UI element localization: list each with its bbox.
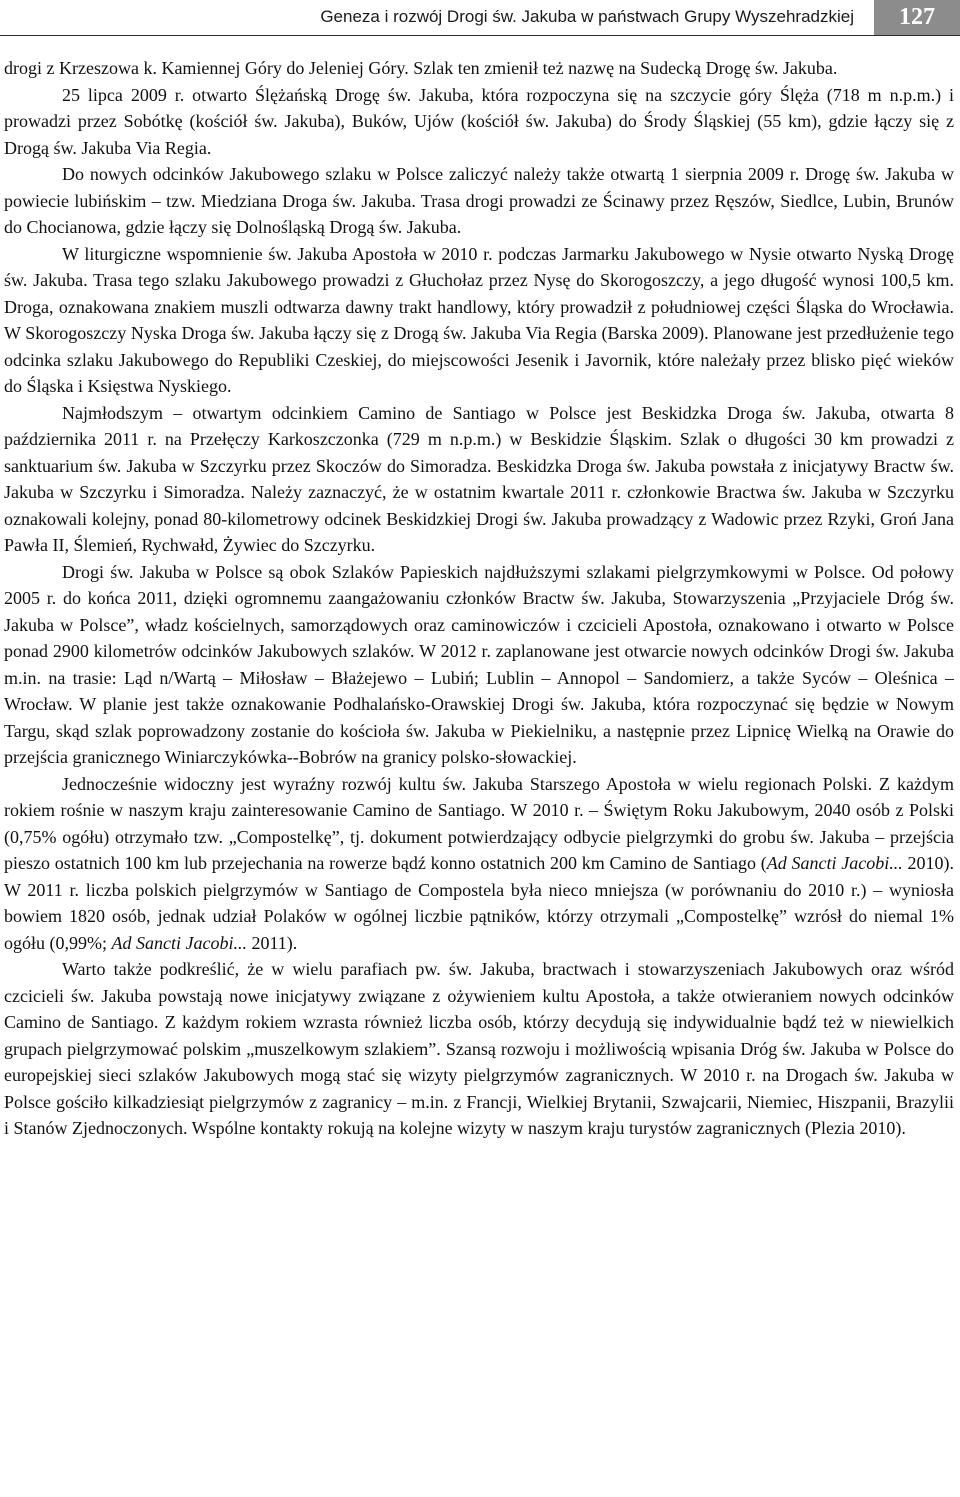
paragraph-text: Jednocześnie widoczny jest wyraźny rozwój kultu św. Jakuba Starszego Apostoła w wielu regionach Polski. Z każdym rokiem rośnie w naszym kraju zainteresowanie Camino de Santiago. W 2010 r. – Świętym Roku Jakubowym, 2040 osób z Polski (0,75% ogółu) otrzymało tzw. „Compostelkę”, tj. dokument potwierdzający odbycie pielgrzymki do grobu św. Jakuba – przejścia pieszo ostatnich 100 km lub przejechania na rowerze bądź konno ostatnich 200 km Camino de Santiago ( — [4, 773, 954, 873]
running-title: Geneza i rozwój Drogi św. Jakuba w państwach Grupy Wyszehradzkiej — [320, 7, 854, 26]
paragraph-text: W liturgiczne wspomnienie św. Jakuba Apostoła w 2010 r. podczas Jarmarku Jakubowego w Nysie otwarto Nyską Drogę św. Jakuba. Trasa tego szlaku Jakubowego prowadzi z Głuchołaz przez Nysę do Skorogoszczy, a jego długość wynosi 100,5 km. Droga, oznakowana znakiem muszli odtwarza dawny trakt handlowy, który prowadził z południowej części Śląska do Wrocławia. W Skorogoszczy Nyska Droga św. Jakuba łączy się z Drogą św. Jakuba Via Regia (Barska 2009). Planowane jest przedłużenie tego odcinka szlaku Jakubowego do Republiki Czeskiej, do miejscowości Jesenik i Javornik, które należały przez blisko pięć wieków do Śląska i Księstwa Nyskiego. — [4, 243, 954, 396]
paragraph-text: 25 lipca 2009 r. otwarto Ślężańską Drogę św. Jakuba, która rozpoczyna się na szczycie góry Ślęża (718 m n.p.m.) i prowadzi przez Sobótkę (kościół św. Jakuba), Buków, Ujów (kościół św. Jakuba) do Środy Śląskiej (55 km), gdzie łączy się z Drogą św. Jakuba Via Regia. — [4, 84, 954, 158]
paragraph — [4, 956, 954, 1142]
paragraph-text: Do nowych odcinków Jakubowego szlaku w Polsce zaliczyć należy także otwartą 1 sierpnia 2009 r. Drogę św. Jakuba w powiecie lubińskim – tzw. Miedziana Droga św. Jakuba. Trasa drogi prowadzi ze Ścinawy przez Ręszów, Siedlce, Lubin, Brunów do Chocianowa, gdzie łączy się Dolnośląską Drogą św. Jakuba. — [4, 164, 954, 237]
paragraph — [4, 400, 954, 559]
running-header — [0, 0, 960, 36]
citation-italic: Ad Sancti Jacobi... — [766, 853, 903, 873]
paragraph-text: Warto także podkreślić, że w wielu parafiach pw. św. Jakuba, bractwach i stowarzyszeniach Jakubowych oraz wśród czcicieli św. Jakuba powstają nowe inicjatywy związane z ożywieniem kultu Apostoła, a także otwieraniem nowych odcinków Camino de Santiago. Z każdym rokiem wzrasta również liczba osób, którzy decydują się indywidualnie bądź też w niewielkich grupach pielgrzymować polskim „muszelkowym szlakiem”. Szansą rozwoju i możliwością wpisania Dróg św. Jakuba w Polsce do europejskiej sieci szlaków Jakubowych mogą stać się wizyty pielgrzymów zagranicznych. W 2010 r. na Drogach św. Jakuba w Polsce gościło kilkadziesiąt pielgrzymów z zagranicy – m.in. z Francji, Wielkiej Brytanii, Szwajcarii, Niemiec, Hiszpanii, Brazylii i Stanów Zjednoczonych. Wspólne kontakty rokują na kolejne wizyty w naszym kraju turystów zagranicznych (Plezia 2010). — [4, 959, 954, 1138]
paragraph — [4, 161, 954, 241]
paragraph — [4, 55, 954, 82]
paragraph-text: Drogi św. Jakuba w Polsce są obok Szlaków Papieskich najdłuższymi szlakami pielgrzymkowymi w Polsce. Od połowy 2005 r. do końca 2011, dzięki ogromnemu zaangażowaniu członków Bractw św. Jakuba, Stowarzyszenia „Przyjaciele Dróg św. Jakuba w Polsce”, władz kościelnych, samorządowych oraz caminowiczów i czcicieli Apostoła, oznakowano i otwarto w Polsce ponad 2900 kilometrów odcinków Jakubowych szlaków. W 2012 r. zaplanowane jest otwarcie nowych odcinków Drogi św. Jakuba m.in. na trasie: Ląd n/Wartą – Miłosław – Błażejewo – Lubiń; Lublin – Annopol – Sandomierz, a także Syców – Oleśnica – Wrocław. W planie jest także oznakowanie Podhalańsko-Orawskiej Drogi św. Jakuba, która rozpoczynać się będzie w Nowym Targu, skąd szlak poprowadzony zostanie do kościoła św. Jakuba w Piekielniku, a następnie przez Lipnicę Wielką na Orawie do przejścia granicznego Winiarczykówka--Bobrów na granicy polsko-słowackiej. — [4, 561, 954, 767]
paragraph — [4, 241, 954, 400]
paragraph — [4, 771, 954, 957]
article-body — [4, 55, 954, 1142]
page-number: 127 — [874, 0, 960, 35]
paragraph-text: 2010). W 2011 r. liczba polskich pielgrzymów w Santiago de Compostela była nieco mniejsza (w porównaniu do 2010 r.) – wyniosła bowiem 1820 osób, jednak udział Polaków w ogólnej liczbie pątników, którzy otrzymali „Compostelkę” wzrósł do niemal 1% ogółu (0,99%; — [4, 853, 954, 953]
citation-italic: Ad Sancti Jacobi... — [111, 932, 247, 953]
paragraph — [4, 559, 954, 771]
paragraph — [4, 82, 954, 162]
paragraph-text: Najmłodszym – otwartym odcinkiem Camino de Santiago w Polsce jest Beskidzka Droga św. Jakuba, otwarta 8 października 2011 r. na Przełęczy Karkoszczonka (729 m n.p.m.) w Beskidzie Śląskim. Szlak o długości 30 km prowadzi z sanktuarium św. Jakuba w Szczyrku przez Skoczów do Simoradza. Beskidzka Droga św. Jakuba powstała z inicjatywy Bractw św. Jakuba w Szczyrku i Simoradza. Należy zaznaczyć, że w ostatnim kwartale 2011 r. członkowie Bractwa św. Jakuba w Szczyrku oznakowali kolejny, ponad 80-kilometrowy odcinek Beskidzkiej Drogi św. Jakuba prowadzący z Wadowic przez Rzyki, Groń Jana Pawła II, Ślemień, Rychwałd, Żywiec do Szczyrku. — [4, 402, 954, 555]
paragraph-text: drogi z Krzeszowa k. Kamiennej Góry do Jeleniej Góry. Szlak ten zmienił też nazwę na Sudecką Drogę św. Jakuba. — [4, 58, 838, 78]
paragraph-text: 2011). — [246, 932, 298, 953]
